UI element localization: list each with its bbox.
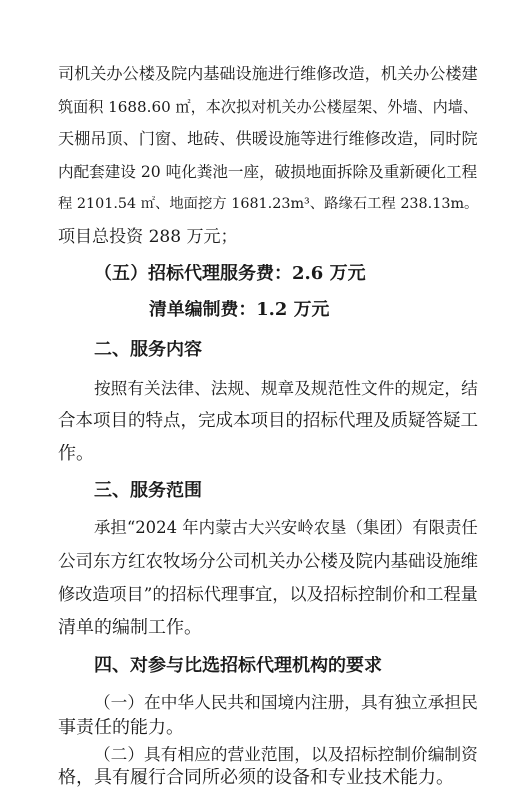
body-text-line: 筑面积 1688.60 ㎡，本次拟对机关办公楼屋架、外墙、内墙、 bbox=[58, 98, 478, 116]
body-text-line: 格，具有履行合同所必须的设备和专业技术能力。 bbox=[58, 768, 454, 788]
body-text-line: 承担“2024 年内蒙古大兴安岭农垦（集团）有限责任 bbox=[94, 518, 478, 537]
body-text-line: 内配套建设 20 吨化粪池一座，破损地面拆除及重新硬化工程 bbox=[58, 163, 478, 181]
fee-line-agency: （五）招标代理服务费：2.6 万元 bbox=[94, 264, 366, 284]
body-text-line: 清单的编制工作。 bbox=[58, 618, 202, 638]
section-heading: 二、服务内容 bbox=[94, 340, 202, 360]
body-text-line: 司机关办公楼及院内基础设施进行维修改造，机关办公楼建 bbox=[58, 64, 478, 83]
body-text-line: 程 2101.54 ㎡、地面挖方 1681.23m³、路缘石工程 238.13m。 bbox=[58, 196, 478, 212]
body-text-line: 公司东方红农牧场分公司机关办公楼及院内基础设施维 bbox=[58, 552, 478, 572]
body-text-line: 合本项目的特点，完成本项目的招标代理及质疑答疑工 bbox=[58, 411, 478, 431]
body-text-line: （二）具有相应的营业范围，以及招标控制价编制资 bbox=[94, 744, 478, 764]
fee-line-listing: 清单编制费：1.2 万元 bbox=[149, 300, 329, 320]
body-text-line: （一）在中华人民共和国境内注册，具有独立承担民 bbox=[94, 692, 478, 712]
body-text-line: 事责任的能力。 bbox=[58, 718, 184, 738]
body-text-line: 修改造项目”的招标代理事宜，以及招标控制价和工程量 bbox=[58, 585, 478, 605]
body-text-line: 天棚吊顶、门窗、地砖、供暖设施等进行维修改造，同时院 bbox=[58, 129, 478, 148]
body-text-line: 作。 bbox=[58, 444, 94, 464]
body-text-line: 项目总投资 288 万元； bbox=[58, 227, 238, 247]
section-heading: 三、服务范围 bbox=[94, 481, 202, 501]
body-text-line: 按照有关法律、法规、规章及规范性文件的规定，结 bbox=[94, 378, 478, 398]
section-heading: 四、对参与比选招标代理机构的要求 bbox=[94, 656, 382, 676]
